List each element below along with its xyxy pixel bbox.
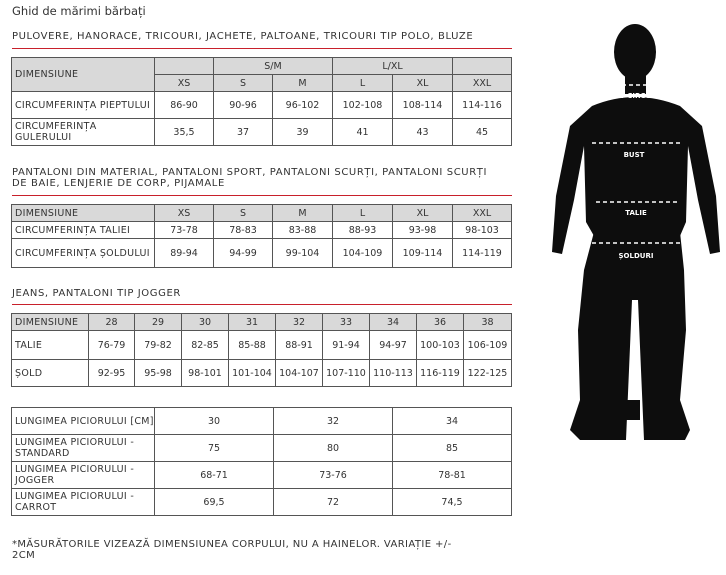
neck-label: GÂT CIRCUIT [609,92,659,100]
table-cell: 32 [274,408,393,435]
size-table-jeans [11,313,512,387]
measurement-footnote: *MĂSURĂTORILE VIZEAZĂ DIMENSIUNEA CORPULUI, NU A HAINELOR. VARIAȚIE +/- 2CM [12,539,452,561]
row-label: CIRCUMFERINȚA PIEPTULUI [12,92,155,119]
table-cell: 114-119 [453,239,512,268]
size-header: 38 [464,314,512,331]
table-row [12,489,512,516]
section-divider [12,304,512,305]
row-label: ȘOLD [12,360,89,387]
table-cell: 94-99 [214,239,273,268]
table-cell: 45 [453,119,512,146]
table-cell: 91-94 [323,331,370,360]
section-divider [12,195,512,196]
table-cell: 73-78 [155,222,214,239]
size-header: XL [393,205,453,222]
table-cell: 41 [333,119,393,146]
row-label: CIRCUMFERINȚA GULERULUI [12,119,155,146]
size-header: M [273,205,333,222]
table-cell: 37 [214,119,273,146]
table-cell: 89-94 [155,239,214,268]
table-cell: 39 [273,119,333,146]
table-row [12,408,512,435]
table-row [12,239,512,268]
size-header: 36 [417,314,464,331]
table-cell: 83-88 [273,222,333,239]
table-cell: 108-114 [393,92,453,119]
hips-label: ȘOLDURI [618,252,654,260]
waist-label: TALIE [625,209,647,217]
size-header: 30 [182,314,229,331]
size-header: XXL [453,75,512,92]
table-cell: 100-103 [417,331,464,360]
table-cell: 94-97 [370,331,417,360]
size-header: XS [155,205,214,222]
table-cell: 69,5 [155,489,274,516]
size-header: M [273,75,333,92]
table-cell: 85-88 [229,331,276,360]
table-cell: 104-109 [333,239,393,268]
size-header: XXL [453,205,512,222]
table-row [12,462,512,489]
group-header-empty [453,58,512,75]
table-cell: 72 [274,489,393,516]
group-header-lxl: L/XL [333,58,453,75]
size-table-pants [11,204,512,268]
table-cell: 92-95 [89,360,135,387]
size-header: 33 [323,314,370,331]
bust-label: BUST [623,151,645,159]
table-cell: 93-98 [393,222,453,239]
row-label: LUNGIMEA PICIORULUI [CM] [12,408,155,435]
table-cell: 35,5 [155,119,214,146]
table-cell: 73-76 [274,462,393,489]
group-header-empty [155,58,214,75]
size-header: XS [155,75,214,92]
table-cell: 78-81 [393,462,512,489]
row-label: CIRCUMFERINȚA TALIEI [12,222,155,239]
table-cell: 86-90 [155,92,214,119]
table-cell: 79-82 [135,331,182,360]
table-cell: 90-96 [214,92,273,119]
size-header: 31 [229,314,276,331]
table-cell: 99-104 [273,239,333,268]
table-cell: 122-125 [464,360,512,387]
table-cell: 80 [274,435,393,462]
section-divider [12,48,512,49]
dimension-header: DIMENSIUNE [12,314,89,331]
table-cell: 68-71 [155,462,274,489]
dimension-header: DIMENSIUNE [12,205,155,222]
table-cell: 75 [155,435,274,462]
table-cell: 106-109 [464,331,512,360]
row-label: LUNGIMEA PICIORULUI - JOGGER [12,462,155,489]
table-cell: 85 [393,435,512,462]
section-heading-jeans: JEANS, PANTALONI TIP JOGGER [12,288,181,299]
table-cell: 101-104 [229,360,276,387]
size-table-tops [11,57,512,146]
table-cell: 74,5 [393,489,512,516]
table-row [12,435,512,462]
dimension-header: DIMENSIUNE [12,58,155,92]
table-cell: 109-114 [393,239,453,268]
group-header-sm: S/M [214,58,333,75]
table-cell: 30 [155,408,274,435]
section-heading-tops: PULOVERE, HANORACE, TRICOURI, JACHETE, PALTOANE, TRICOURI TIP POLO, BLUZE [12,31,474,42]
table-cell: 43 [393,119,453,146]
table-cell: 102-108 [333,92,393,119]
table-cell: 116-119 [417,360,464,387]
size-header: 28 [89,314,135,331]
size-header: S [214,75,273,92]
table-cell: 95-98 [135,360,182,387]
leg-length-table [11,407,512,516]
row-label: LUNGIMEA PICIORULUI - CARROT [12,489,155,516]
size-header: 34 [370,314,417,331]
table-cell: 110-113 [370,360,417,387]
table-cell: 82-85 [182,331,229,360]
size-header: 29 [135,314,182,331]
table-cell: 76-79 [89,331,135,360]
table-row [12,119,512,146]
size-header: XL [393,75,453,92]
table-row [12,360,512,387]
table-cell: 107-110 [323,360,370,387]
row-label: LUNGIMEA PICIORULUI - STANDARD [12,435,155,462]
table-row [12,222,512,239]
table-row [12,331,512,360]
table-cell: 88-93 [333,222,393,239]
table-cell: 114-116 [453,92,512,119]
silhouette-shape [552,24,720,440]
table-row [12,92,512,119]
table-cell: 34 [393,408,512,435]
page-title: Ghid de mărimi bărbați [12,4,146,18]
row-label: TALIE [12,331,89,360]
size-header: L [333,205,393,222]
table-cell: 104-107 [276,360,323,387]
size-header: S [214,205,273,222]
row-label: CIRCUMFERINȚA ȘOLDULUI [12,239,155,268]
table-cell: 88-91 [276,331,323,360]
table-cell: 98-101 [182,360,229,387]
table-cell: 96-102 [273,92,333,119]
size-header: 32 [276,314,323,331]
section-heading-pants: PANTALONI DIN MATERIAL, PANTALONI SPORT, PANTALONI SCURȚI, PANTALONI SCURȚI DE BAIE, LENJERIE DE CORP, PIJAMALE [12,167,488,189]
size-header: L [333,75,393,92]
table-cell: 78-83 [214,222,273,239]
body-silhouette-figure [540,0,726,575]
table-cell: 98-103 [453,222,512,239]
